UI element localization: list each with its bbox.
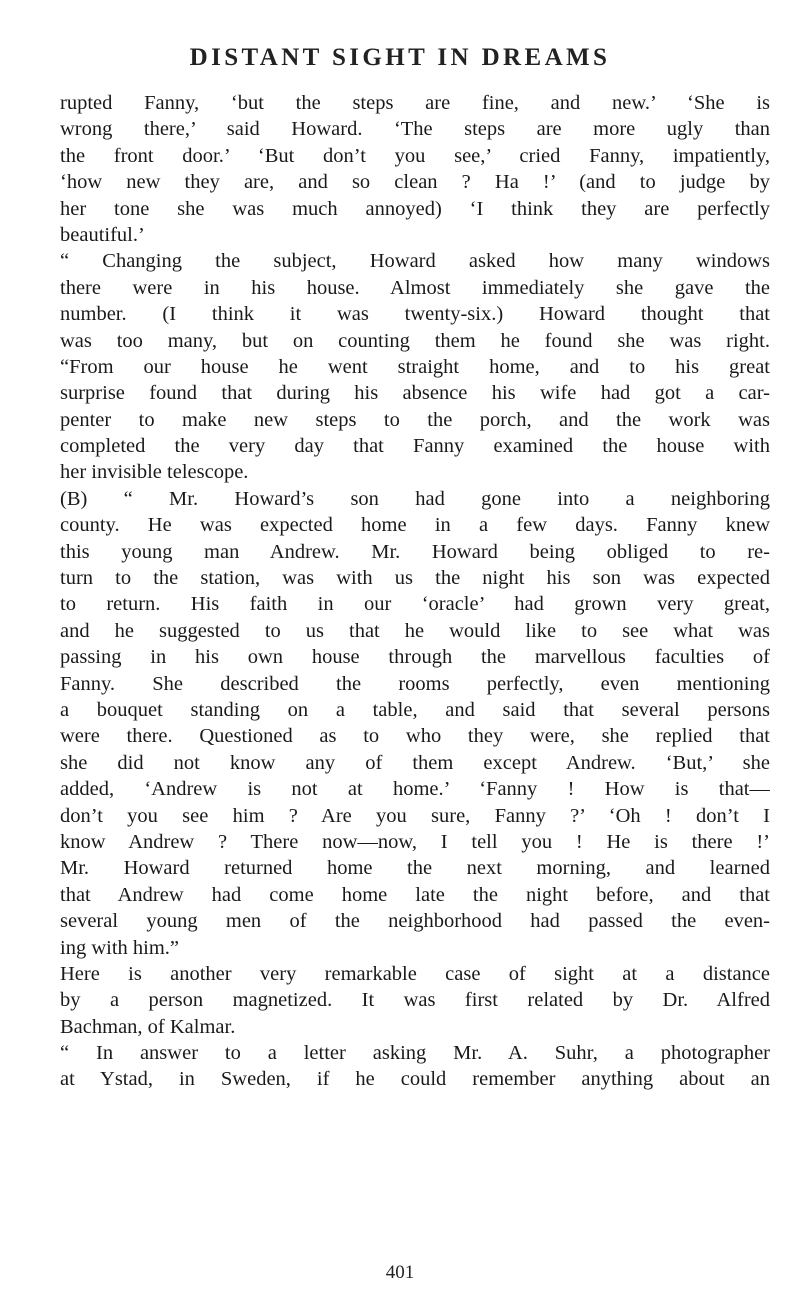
text-line: county. He was expected home in a few days. Fanny knew [60,514,770,537]
text-line: surprise found that during his absence his wife had got a car- [60,382,770,405]
text-line: there were in his house. Almost immediately she gave the [60,276,770,299]
text-line: was too many, but on counting them he found she was right. [60,329,770,352]
text-line: wrong there,’ said Howard. ‘The steps are more ugly than [60,118,770,141]
text-line: number. (I think it was twenty-six.) Howard thought that [60,303,770,326]
text-line: ing with him.” [60,936,180,959]
text-line: the front door.’ ‘But don’t you see,’ cried Fanny, impatiently, [60,144,770,167]
running-head: DISTANT SIGHT IN DREAMS [189,44,611,71]
text-line: rupted Fanny, ‘but the steps are fine, and new.’ ‘She is [60,92,770,114]
text-line: beautiful.’ [60,223,145,246]
body-text [60,90,770,1093]
text-line: ‘how new they are, and so clean ? Ha !’ (and to judge by [60,171,770,194]
text-line: “ In answer to a letter asking Mr. A. Suhr, a photographer [60,1042,770,1065]
text-line: know Andrew ? There now—now, I tell you ! He is there !’ [60,830,770,853]
text-line: “ Changing the subject, Howard asked how many windows [60,250,770,273]
text-line: and he suggested to us that he would like to see what was [60,619,770,642]
text-line: that Andrew had come home late the night before, and that [60,883,770,906]
text-line: don’t you see him ? Are you sure, Fanny ?’ ‘Oh ! don’t I [60,804,770,827]
text-line: this young man Andrew. Mr. Howard being obliged to re- [60,540,770,563]
text-line: passing in his own house through the marvellous faculties of [60,646,770,669]
text-line: her tone she was much annoyed) ‘I think they are perfectly [60,197,770,220]
text-line: “From our house he went straight home, and to his great [60,355,770,378]
text-line: at Ystad, in Sweden, if he could remember anything about an [60,1068,770,1091]
text-line: her invisible telescope. [60,461,249,484]
text-line: Fanny. She described the rooms perfectly, even mentioning [60,672,770,695]
text-line: Mr. Howard returned home the next morning, and learned [60,857,770,880]
text-line: she did not know any of them except Andrew. ‘But,’ she [60,751,770,774]
text-line: penter to make new steps to the porch, and the work was [60,408,770,431]
text-line: (B) “ Mr. Howard’s son had gone into a neighboring [60,487,770,510]
text-line: Bachman, of Kalmar. [60,1015,236,1038]
text-line: added, ‘Andrew is not at home.’ ‘Fanny ! How is that— [60,778,770,801]
text-line: several young men of the neighborhood had passed the even- [60,910,770,933]
text-line: Here is another very remarkable case of sight at a distance [60,962,770,985]
text-line: were there. Questioned as to who they were, she replied that [60,725,770,748]
text-line: to return. His faith in our ‘oracle’ had grown very great, [60,593,770,616]
text-line: turn to the station, was with us the night his son was expected [60,567,770,590]
page-number: 401 [385,1262,415,1283]
text-line: by a person magnetized. It was first related by Dr. Alfred [60,989,770,1012]
text-line: completed the very day that Fanny examined the house with [60,435,770,458]
text-line: a bouquet standing on a table, and said that several persons [60,698,770,721]
